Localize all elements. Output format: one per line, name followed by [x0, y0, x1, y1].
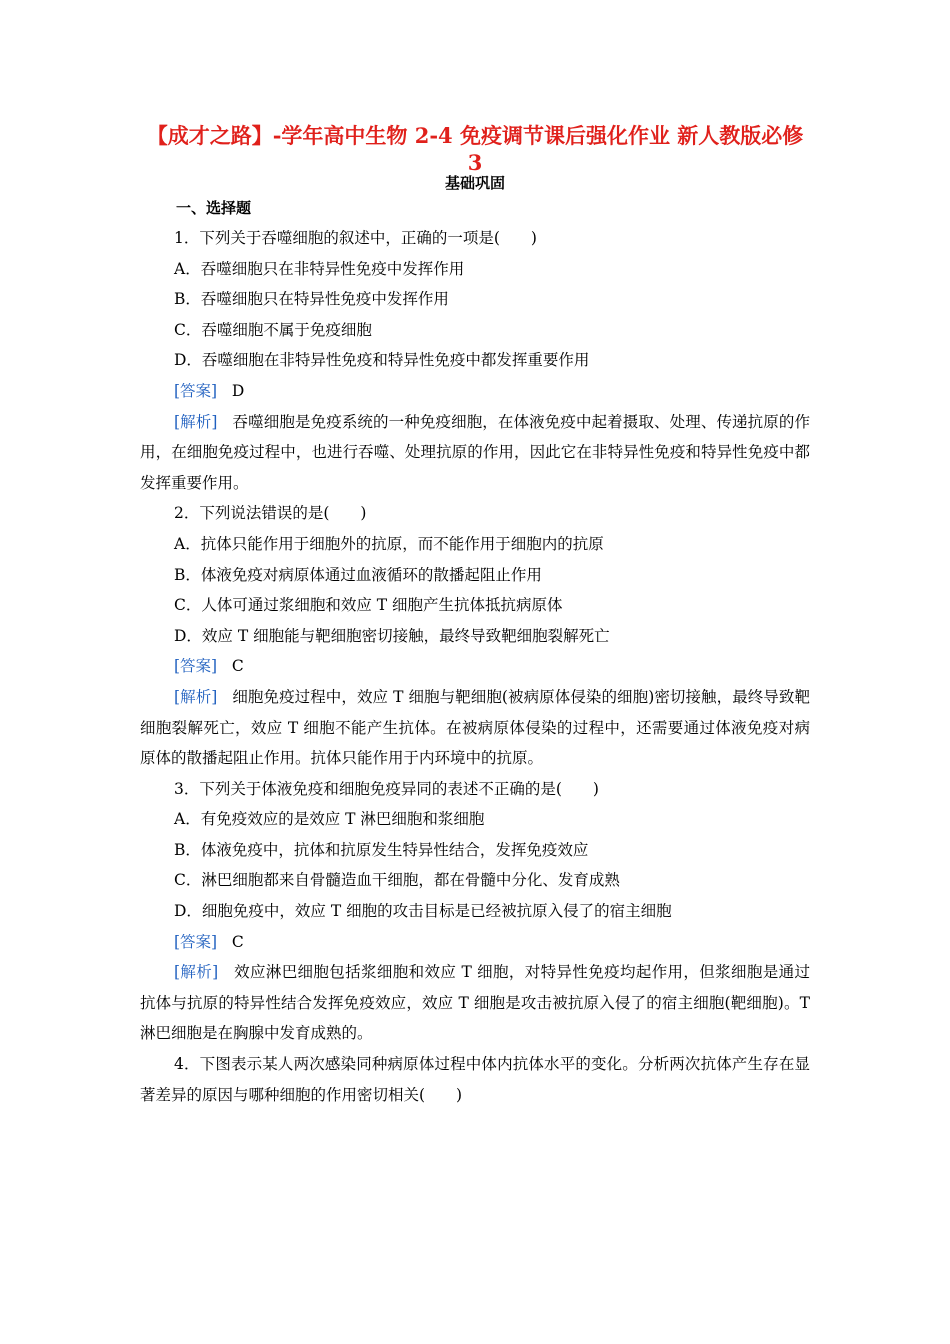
- option-a: A．吞噬细胞只在非特异性免疫中发挥作用: [174, 259, 465, 278]
- analysis-tag: [解析]: [174, 412, 218, 431]
- option-d: D．吞噬细胞在非特异性免疫和特异性免疫中都发挥重要作用: [174, 351, 590, 370]
- option-a: A．有免疫效应的是效应 T 淋巴细胞和浆细胞: [174, 810, 485, 829]
- document-subtitle: 基础巩固: [444, 174, 505, 192]
- question-stem: 3．下列关于体液免疫和细胞免疫异同的表述不正确的是( ): [174, 779, 599, 798]
- option-c: C．淋巴细胞都来自骨髓造血干细胞，都在骨髓中分化、发育成熟: [174, 871, 620, 890]
- analysis-tag: [解析]: [174, 687, 218, 706]
- option-c: C．人体可通过浆细胞和效应 T 细胞产生抗体抵抗病原体: [174, 596, 563, 615]
- answer-value: D: [231, 381, 245, 400]
- analysis-tag: [解析]: [174, 963, 219, 982]
- analysis-text: 吞噬细胞是免疫系统的一种免疫细胞，在体液免疫中起着摄取、处理、传递抗原的作用，在细胞免疫过程中，也进行吞噬、处理抗原的作用，因此它在非特异性免疫和特异性免疫中都发挥重要作用。: [140, 412, 810, 492]
- answer-row: [140, 376, 810, 407]
- question-stem: 4．下图表示某人两次感染同种病原体过程中体内抗体水平的变化。分析两次抗体产生存在显著差异的原因与哪种细胞的作用密切相关( ): [140, 1055, 810, 1104]
- option-d: D．效应 T 细胞能与靶细胞密切接触，最终导致靶细胞裂解死亡: [174, 626, 610, 645]
- option-b: B．体液免疫对病原体通过血液循环的散播起阻止作用: [174, 565, 542, 584]
- analysis-row: [140, 957, 810, 1049]
- analysis-text: 细胞免疫过程中，效应 T 细胞与靶细胞(被病原体侵染的细胞)密切接触，最终导致靶细胞裂解死亡，效应 T 细胞不能产生抗体。在被病原体侵染的过程中，还需要通过体液免疫对病原体的散播起阻止作用。抗体只能作用于内环境中的抗原。: [140, 687, 810, 768]
- answer-value: C: [231, 932, 244, 951]
- answer-tag: [答案]: [174, 932, 218, 951]
- option-c: C．吞噬细胞不属于免疫细胞: [174, 320, 372, 339]
- option-a: A．抗体只能作用于细胞外的抗原，而不能作用于细胞内的抗原: [174, 534, 604, 553]
- answer-tag: [答案]: [174, 657, 218, 676]
- analysis-row: [140, 682, 810, 774]
- question-stem: 1．下列关于吞噬细胞的叙述中，正确的一项是( ): [174, 229, 537, 247]
- document-title: 【成才之路】-学年高中生物 2-4 免疫调节课后强化作业 新人教版必修 3: [146, 123, 804, 175]
- answer-row: [140, 651, 810, 682]
- analysis-text: 效应淋巴细胞包括浆细胞和效应 T 细胞，对特异性免疫均起作用，但浆细胞是通过抗体与抗原的特异性结合发挥免疫效应，效应 T 细胞是攻击被抗原入侵了的宿主细胞(靶细胞)。T 淋巴细胞是在胸腺中发育成熟的。: [140, 963, 810, 1043]
- option-b: B．体液免疫中，抗体和抗原发生特异性结合，发挥免疫效应: [174, 840, 589, 859]
- answer-row: [140, 927, 810, 958]
- section-heading: 一、选择题: [176, 199, 252, 217]
- question-list: [140, 223, 810, 1110]
- analysis-row: [140, 407, 810, 499]
- answer-value: C: [231, 657, 244, 676]
- answer-tag: [答案]: [174, 381, 218, 400]
- option-d: D．细胞免疫中，效应 T 细胞的攻击目标是已经被抗原入侵了的宿主细胞: [174, 902, 672, 921]
- option-b: B．吞噬细胞只在特异性免疫中发挥作用: [174, 290, 449, 309]
- question-stem: 2．下列说法错误的是( ): [174, 504, 367, 523]
